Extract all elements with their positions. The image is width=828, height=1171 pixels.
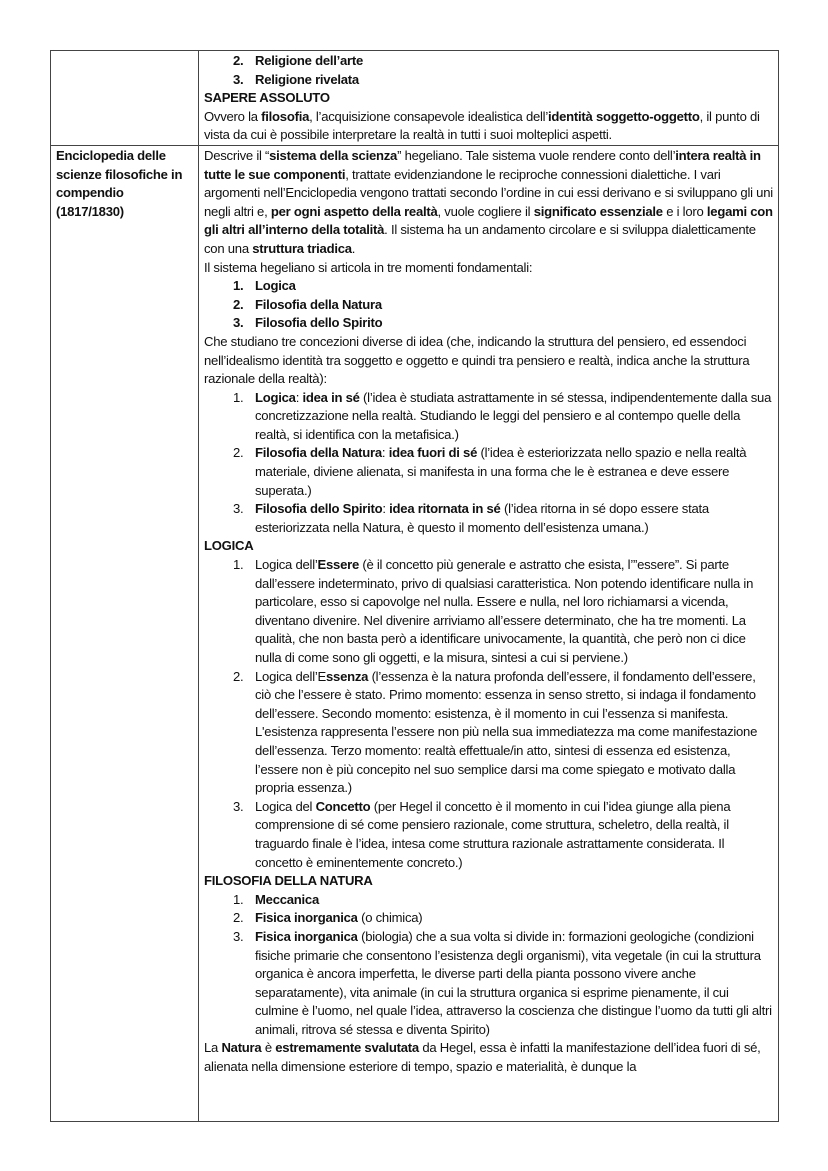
- bold-text: significato essenziale: [533, 203, 663, 219]
- text: (o chimica): [357, 910, 423, 926]
- paragraph: [204, 537, 773, 556]
- bold-text: SAPERE ASSOLUTO: [204, 90, 330, 106]
- bold-text: Fisica inorganica: [255, 910, 358, 926]
- text: , l’acquisizione consapevole idealistica dell’: [309, 108, 549, 124]
- text: La: [204, 1040, 222, 1056]
- paragraph: [204, 147, 773, 259]
- list-item: [204, 71, 773, 90]
- text: Ovvero la: [204, 108, 262, 124]
- list-number: 3.: [233, 798, 244, 814]
- text: Logica dell’E: [255, 668, 326, 684]
- paragraph: [204, 89, 773, 108]
- bold-text: Religione rivelata: [255, 71, 359, 87]
- bold-text: legami con gli altri all’interno della totalità: [204, 203, 773, 238]
- bold-text: idea ritornata in sé: [389, 501, 501, 517]
- numbered-list: [204, 556, 773, 872]
- notes-table: [50, 50, 779, 1122]
- text: , il punto di vista da cui è possibile interpretare la realtà in tutti i suoi molteplici aspetti.: [204, 108, 760, 143]
- text: da Hegel, essa è infatti la manifestazione dell’idea fuori di sé, alienata nella dimensione esteriore di tempo, spazio e materialità, è dunque la: [204, 1040, 761, 1075]
- text: (è il concetto più generale e astratto che esista, l’”essere”. Si parte dall’essere indeterminato, privo di qualsiasi caratteristica. Non potendo identificare nulla in particolare, esso si capovolge nel nulla. Essere e nulla, nel loro richiamarsi a vicenda, diventano divenire. Nel divenire arriviamo all’essere determinato, che ha tre momenti. La qualità, che non basta però a identificare univocamente, la quantità, che però non ci dice nulla di come sono gli oggetti, e la misura, sintesi a cui si perviene.): [255, 557, 754, 665]
- text: e i loro: [662, 203, 707, 219]
- numbered-list: [204, 52, 773, 89]
- bold-text: Logica: [255, 389, 296, 405]
- list-item: [204, 556, 773, 668]
- bold-text: Filosofia della Natura: [255, 445, 382, 461]
- list-number: 2.: [233, 296, 244, 312]
- text: :: [382, 501, 390, 517]
- list-item: [204, 798, 773, 872]
- bold-text: Filosofia dello Spirito: [255, 501, 383, 517]
- numbered-list: [204, 891, 773, 1040]
- text: . Il sistema ha un andamento circolare e si sviluppa dialetticamente con una: [204, 222, 756, 256]
- list-item: [204, 314, 773, 333]
- list-item: [204, 668, 773, 798]
- text: Il sistema hegeliano si articola in tre momenti fondamentali:: [204, 259, 533, 275]
- text: , trattate evidenziandone le reciproche connessioni dialettiche. I vari argomenti nell’Enciclopedia vengono trattati secondo l’ordine in cui essi derivano e si sviluppano gli uni negli altri e,: [204, 166, 773, 219]
- list-number: 1.: [233, 278, 244, 294]
- list-number: 2.: [233, 53, 244, 68]
- list-item: [204, 52, 773, 71]
- list-number: 1.: [233, 891, 244, 907]
- text: (biologia) che a sua volta si divide in: formazioni geologiche (condizioni fisiche primarie che consentono l’esistenza degli organismi), vita vegetale (in cui la struttura organica è ancora imperfetta, le diverse parti della pianta possono vivere anche separatamente), vita animale (in cui la struttura organica si esprime pienamente, il cui culmine è l’uomo, nel quale l’idea, attraverso la coscienza che distingue l’uomo da tutti gli altri animali, ritrova sé stessa e diventa Spirito): [255, 928, 772, 1037]
- text: (per Hegel il concetto è il momento in cui l’idea giunge alla piena comprensione di sé come pensiero razionale, come struttura, scheletro, della realtà, il traguardo finale è l’idea, intesa come struttura razionale astrattamente considerata. Il concetto è eminentemente concreto.): [255, 798, 731, 870]
- text: Logica dell’: [255, 557, 318, 573]
- list-number: 2.: [233, 445, 244, 461]
- list-item: [204, 444, 773, 500]
- text: , vuole cogliere il: [437, 203, 534, 219]
- text: ” hegeliano. Tale sistema vuole rendere conto dell’: [397, 147, 676, 163]
- bold-text: Filosofia della Natura: [255, 296, 382, 312]
- list-item: [204, 928, 773, 1040]
- bold-text: Filosofia dello Spirito: [255, 315, 383, 331]
- list-number: 3.: [233, 315, 244, 331]
- list-number: 1.: [233, 389, 244, 405]
- text: (l’idea ritorna in sé dopo essere stata esteriorizzata nella Natura, è questo il momento dell’esistenza umana.): [255, 501, 709, 535]
- bold-text: intera realtà in tutte le sue componenti: [204, 147, 761, 182]
- bold-text: identità soggetto-oggetto: [548, 108, 700, 124]
- text: Logica del: [255, 798, 316, 814]
- numbered-list: [204, 277, 773, 333]
- list-item: [204, 296, 773, 315]
- row-title: Enciclopedia delle scienze filosofiche in compendio (1817/1830): [51, 145, 199, 1121]
- bold-text: per ogni aspetto della realtà: [270, 203, 438, 219]
- text: (l’essenza è la natura profonda dell’essere, il fondamento dell’essere, ciò che l’essere è stato. Primo momento: essenza in senso stretto, si indaga il fondamento dell’essere. Secondo momento: esistenza, è il momento in cui l’essenza si manifesta. L'esistenza rappresenta l’essere non più nella sua immediatezza ma come manifestazione dell’essenza. Terzo momento: realtà effettuale/in atto, sintesi di essenza ed esistenza, l’essere non è più concepito nel suo semplice darsi ma come spiegato e motivato dalla propria essenza.): [255, 668, 758, 796]
- bold-text: FILOSOFIA DELLA NATURA: [204, 873, 373, 889]
- bold-text: idea fuori di sé: [388, 445, 478, 461]
- paragraph: [204, 1039, 773, 1076]
- bold-text: idea in sé: [302, 389, 360, 405]
- bold-text: sistema della scienza: [269, 147, 398, 163]
- list-number: 3.: [233, 71, 244, 87]
- text: :: [295, 389, 303, 405]
- bold-text: filosofia: [261, 108, 310, 124]
- list-number: 2.: [233, 910, 244, 926]
- bold-text: Logica: [255, 278, 296, 294]
- list-item: [204, 891, 773, 910]
- bold-text: Natura: [221, 1040, 262, 1056]
- bold-text: Fisica inorganica: [255, 928, 358, 944]
- bold-text: struttura triadica: [252, 240, 352, 256]
- paragraph: [204, 259, 773, 278]
- bold-text: ssenza: [326, 668, 369, 684]
- list-item: [204, 909, 773, 928]
- row-title: [51, 51, 199, 146]
- numbered-list: [204, 389, 773, 538]
- text: (l’idea è studiata astrattamente in sé stessa, indipendentemente dalla sua concretizzazione nella realtà. Studiando le leggi del pensiero e al contempo quelle della realtà, si identifica con la metafisica.): [255, 389, 772, 442]
- bold-text: Religione dell’arte: [255, 53, 364, 68]
- table-row: [51, 145, 779, 1121]
- bold-text: LOGICA: [204, 538, 254, 554]
- table-row: [51, 51, 779, 146]
- bold-text: Meccanica: [255, 891, 319, 907]
- text: è: [261, 1040, 276, 1056]
- bold-text: Concetto: [315, 798, 371, 814]
- text: (l’idea è esteriorizzata nello spazio e nella realtà materiale, diviene alienata, si manifesta in una forma che le è estranea e deve essere superata.): [255, 445, 747, 498]
- row-content: [199, 145, 779, 1121]
- text: Descrive il “: [204, 147, 270, 163]
- paragraph: [204, 108, 773, 145]
- list-item: [204, 277, 773, 296]
- list-number: 3.: [233, 501, 244, 517]
- text: Che studiano tre concezioni diverse di idea (che, indicando la struttura del pensiero, ed essendoci nell’idealismo identità tra soggetto e oggetto e quindi tra pensiero e realtà, indica anche la struttura razionale della realtà):: [204, 333, 750, 387]
- text: :: [381, 445, 389, 461]
- list-number: 1.: [233, 557, 244, 573]
- list-item: [204, 389, 773, 445]
- row-content: [199, 51, 779, 146]
- paragraph: [204, 872, 773, 891]
- list-number: 3.: [233, 928, 244, 944]
- text: .: [351, 240, 356, 256]
- paragraph: [204, 333, 773, 389]
- list-item: [204, 500, 773, 537]
- bold-text: Essere: [317, 557, 359, 573]
- list-number: 2.: [233, 668, 244, 684]
- bold-text: estremamente svalutata: [275, 1040, 419, 1056]
